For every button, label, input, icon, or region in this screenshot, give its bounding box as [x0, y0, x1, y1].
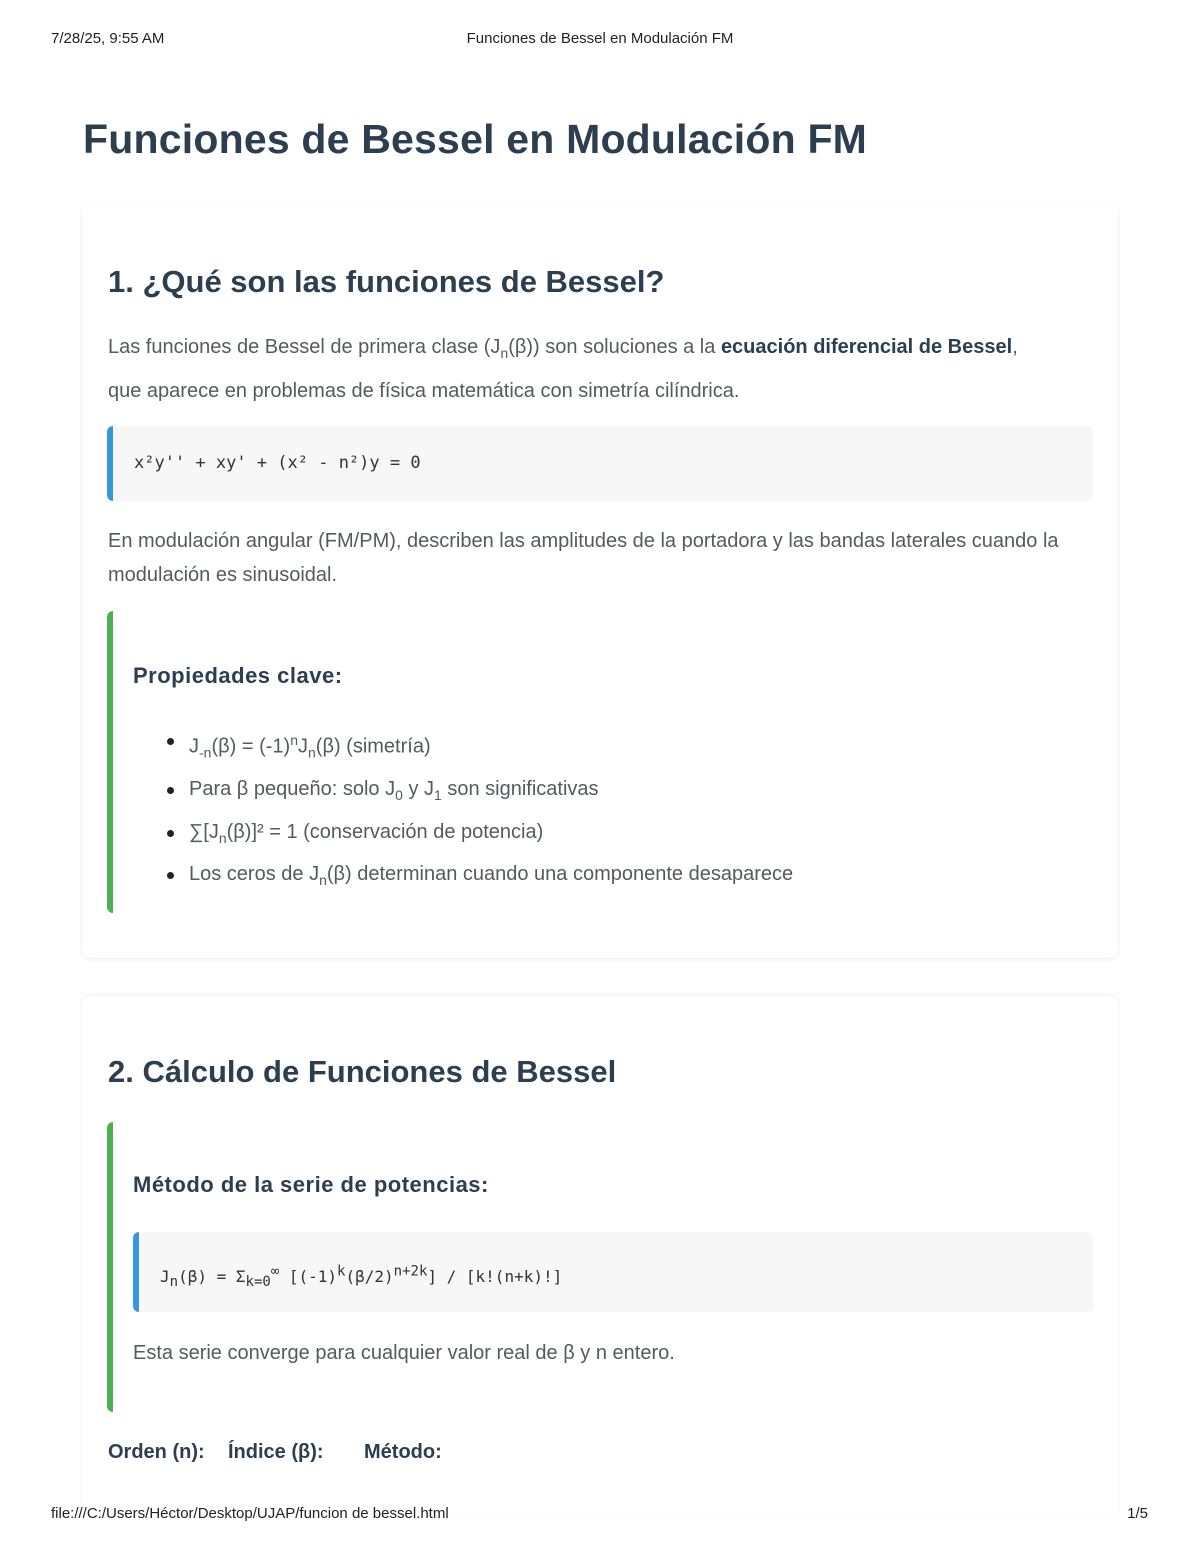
method-heading: Método de la serie de potencias: — [133, 1172, 489, 1197]
section-card-1 — [82, 204, 1118, 958]
section1-heading: 1. ¿Qué son las funciones de Bessel? — [108, 264, 665, 299]
page-title: Funciones de Bessel en Modulación FM — [83, 116, 868, 162]
properties-heading: Propiedades clave: — [133, 663, 343, 688]
section1-intro — [108, 328, 1098, 410]
method-label: Método: — [364, 1441, 442, 1463]
section1-paragraph2: En modulación angular (FM/PM), describen las amplitudes de la portadora y las bandas laterales cuando la modulación es sinusoidal. — [108, 530, 1059, 586]
series-convergence-note: Esta serie converge para cualquier valor real de β y n entero. — [133, 1342, 675, 1364]
list-item: $J_{-n}(\beta) = (-1)^nJ_n(\beta)$ (simetría) — [167, 722, 793, 771]
bessel-equation: x²y'' + xy' + (x² - n²)y = 0 — [134, 453, 421, 473]
list-item: Los ceros de $J_n(\beta)$ determinan cuando una componente desaparece — [167, 856, 793, 899]
series-equation: $J_n(\beta) = \Sigma_{k=0}^\infty$ $[(-1)^k(\beta/2)^{n+2k}] / [k!(n+k)!]$ — [160, 1264, 563, 1291]
intro-bold-term: ecuación diferencial de Bessel — [720, 336, 1013, 358]
section2-heading: 2. Cálculo de Funciones de Bessel — [108, 1054, 617, 1089]
list-item: Para β pequeño: solo $J_0$ y $J_1$ son significativas — [167, 771, 793, 814]
print-page-number: 1/5 — [1127, 1505, 1148, 1522]
intro-text: (β)) son soluciones a la — [508, 336, 721, 358]
properties-list — [167, 722, 793, 899]
section-card-2 — [82, 996, 1118, 1516]
intro-sub: n — [500, 345, 509, 361]
intro-text-line2: que aparece en problemas de física matemática con simetría cilíndrica. — [108, 380, 740, 402]
list-item: $\sum[J_n(\beta)]^2 = 1$ (conservación de potencia) — [167, 814, 793, 857]
properties-box — [107, 611, 1093, 913]
print-doc-title: Funciones de Bessel en Modulación FM — [466, 30, 734, 47]
series-equation-box — [133, 1232, 1093, 1312]
bessel-equation-box — [107, 426, 1093, 501]
intro-text: Las funciones de Bessel de primera clase (J — [108, 336, 501, 358]
print-file-path: file:///C:/Users/Héctor/Desktop/UJAP/funcion de bessel.html — [51, 1505, 449, 1522]
method-box — [107, 1122, 1093, 1412]
index-label: Índice (β): — [228, 1441, 324, 1463]
print-datetime: 7/28/25, 9:55 AM — [51, 30, 165, 47]
intro-text: , — [1012, 336, 1018, 358]
order-label: Orden (n): — [108, 1441, 205, 1463]
